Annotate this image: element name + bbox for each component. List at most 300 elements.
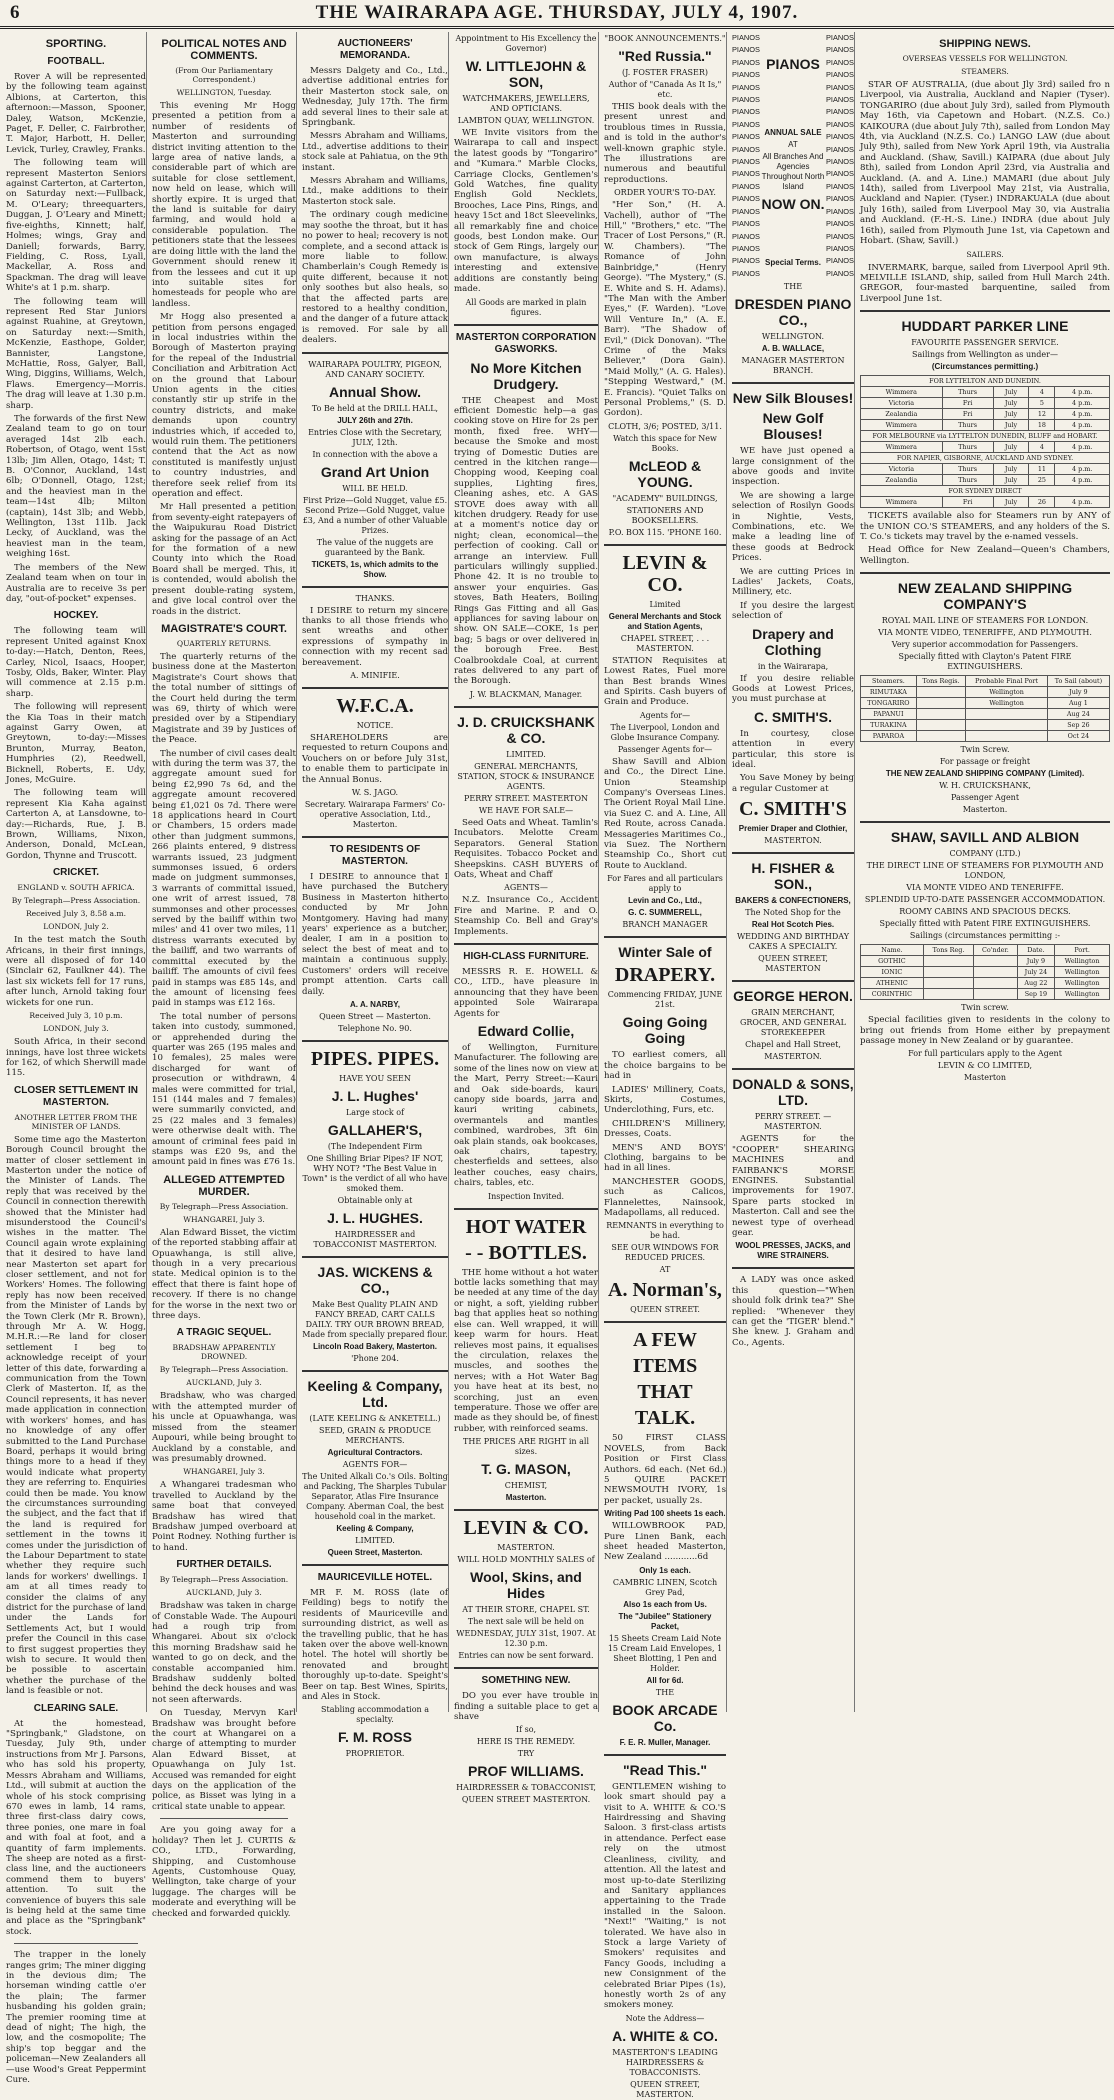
wool-title: Wool, Skins, and Hides xyxy=(470,1569,582,1602)
agents-text: AGENTS for the "COOPER" SHEARING MACHINES and FAIRBANK'S MORSE ENGINES. Substantial improvements for 1907. Spare parts stocked in Masterton. Call and see the newest type of overhead gear. xyxy=(732,1134,854,1238)
table-cell: GOTHIC xyxy=(861,956,924,967)
cambric: CAMBRIC LINEN, Scotch Grey Pad, xyxy=(612,1577,718,1597)
in-wai: in the Wairarapa, xyxy=(757,661,829,671)
political-para: Mr Hogg also presented a petition from persons engaged in local industries within the Borough of Masterton praying for the repeal of the Industrial Conciliation and Arbitration Act on the ground that Labour Union agents in the cities constantly stir up strife in the country districts, and make demands upon country industries which, if acceded to, would ruin them. The petitioners contend that the Act as now constituted is manifestly unjust to country industries, and therefore seek relief from its operation and effect. xyxy=(152,312,296,500)
cricket-para: South Africa, in their second innings, have lost three wickets for 162, of which Sherwill made 115. xyxy=(6,1037,146,1079)
table-row xyxy=(861,687,1110,698)
political-para: Mr Hall presented a petition from seventy-eight ratepayers of the Waipukurau Road District asking for the passage of an Act for the formation of a new County into which the Road Board shall be merged. This, it is contended, would abolish the present double-rating system, and give local control over the roads in the district. xyxy=(152,502,296,617)
tragic-dateline: WHANGAREI, July 3. xyxy=(183,1467,265,1477)
table-cell: July xyxy=(993,475,1029,486)
table-cell: Thurs xyxy=(942,420,993,431)
keeling2: Keeling & Company, xyxy=(336,1523,414,1533)
piano-word: PIANOS xyxy=(732,169,760,179)
keeling-text: SEED, GRAIN & PRODUCE MERCHANTS. xyxy=(318,1425,431,1445)
largest: If you desire the largest selection of xyxy=(732,600,854,622)
fitted: Specially fitted with Clayton's Patent FIRE EXTINGUISHERS. xyxy=(898,652,1072,672)
table-cell: July 9 xyxy=(1047,687,1109,698)
levin-co-2: LEVIN & CO. xyxy=(622,551,708,596)
table-cell xyxy=(966,709,1048,720)
red-text: THIS book deals with the present unrest and troublous times in Russia, and is told in the author's well-known graphic style. The illustrations are numerous and beautiful reproductions. xyxy=(604,102,726,185)
piano-word: PIANOS xyxy=(732,194,760,204)
donald-sons: DONALD & SONS, LTD. xyxy=(732,1076,854,1109)
hockey-para: The following team will represent Kia Kaha against Carterton A, at Lansdowne, to-day:—Richards, Rue, J. B. Brown, Williams, Nixon, Anderson, Donald, McLean, Gordon, Thynne and Truscott. xyxy=(6,788,146,861)
nz-table xyxy=(860,675,1110,742)
clearing-para: At the homestead, "Springbank," Gladstone, on Tuesday, July 9th, under instructions from Mr J. Parsons, who has sold his property, Messrs Abraham and Williams, Ltd., will submit at auction the whole of his stock comprising 670 ewes in lamb, 14 rams, three first-class dairy cows, three ponies, one mare in foal and with foal at foot, and a quantity of farm implements. The sheep are noted as a first-class line, and the auctioneers commend them to buyers' attention. To suit the convenience of buyers this sale is being held at the same time and place as the "Springbank" stock. xyxy=(6,1718,146,1937)
court-para: The quarterly returns of the business done at the Masterton Magistrate's Court shows that the total number of sittings of the Court held during the term was 69, thirty of which were presided over by a Stipendiary Magistrate and 39 by Justices of the Peace. xyxy=(152,651,296,746)
table-cell: July 24 xyxy=(1017,967,1055,978)
table-cell xyxy=(966,720,1048,731)
piano-word: PIANOS xyxy=(826,95,854,105)
something-new: SOMETHING NEW. xyxy=(481,1675,571,1687)
table-cell: 4 p.m. xyxy=(1055,442,1110,453)
cruick-list: Seed Oats and Wheat. Tamlin's Incubators. Melotte Cream Separators. General Station Requisites. Tobacco Pocket and Sheepskins. CASH BUYERS of Oats, Wheat and Chaff xyxy=(454,817,598,880)
table-cell: Thurs xyxy=(942,464,993,475)
court-para: The number of civil cases dealt with during the term was 37, the aggregate amount sued for being £2,990 7s 6d, and the aggregate amount recovered being £1,021 0s 7d. There were 18 applications heard in Court or Chambers, 15 orders made other than judgment summons, 266 plaints entered, 9 distress warrants issued, 23 judgment summonses issued, 6 orders made on judgment summonses, 3 warrants of committal issued, one writ of arrest issued, 78 summonses and other processes served by the bailiff within two miles' and 41 over two miles, 11 distress warrants executed by the bailiff, and two warrants of committal executed by the bailiff. The amounts of civil fees paid in stamps was £85 14s, and the amount of licensing fees paid in stamps was £12 16s. xyxy=(152,748,296,1009)
that: THAT xyxy=(637,1381,693,1404)
gas-head: No More Kitchen Drudgery. xyxy=(470,359,582,392)
divider xyxy=(454,324,598,326)
littlejohn-note: All Goods are marked in plain figures. xyxy=(465,297,587,317)
table-cell: CORINTHIC xyxy=(861,989,924,1000)
gallahers-sub: (The Independent Firm xyxy=(327,1141,423,1151)
table-cell xyxy=(916,731,965,742)
ss-table xyxy=(860,944,1110,1000)
drapery-clothing: Drapery and Clothing xyxy=(752,625,834,658)
newspaper-title: THE WAIRARAPA AGE. THURSDAY, JULY 4, 1907. xyxy=(315,2,799,23)
closer-sub: ANOTHER LETTER FROM THE MINISTER OF LANDS. xyxy=(14,1112,138,1131)
table-cell: 4 p.m. xyxy=(1055,497,1110,508)
table-cell: Fri xyxy=(942,497,993,508)
table-row xyxy=(861,398,1110,409)
twin-screw: Twin Screw. xyxy=(960,745,1010,755)
auct-para: Messrs Abraham and Williams, Ltd., make additions to their Masterton stock sale. xyxy=(302,176,448,207)
manchester: MANCHESTER GOODS, such as Calicos, Flannelettes, Nainsook, Madapollams, all reduced. xyxy=(604,1176,726,1218)
only: Only 1s each. xyxy=(639,1565,691,1575)
column-shipping xyxy=(860,32,1110,1712)
piano-word: PIANOS xyxy=(826,45,854,55)
piano-word: PIANOS xyxy=(826,144,854,154)
wfca-text: SHAREHOLDERS are requested to return Coupons and Vouchers on or before July 31st, to enable them to participate in the Annual Bonus. xyxy=(302,733,448,785)
divider xyxy=(14,1943,138,1944)
poultry-show: Annual Show. xyxy=(328,383,422,400)
table-cell xyxy=(916,698,965,709)
table-cell: PAPAROA xyxy=(861,731,917,742)
littlejohn: W. LITTLEJOHN & SON, xyxy=(465,58,587,90)
football-para: The following team will represent Masterton Seniors against Carterton, at Carterton, on Saturday next:—Fullback, M. O'Leary; threequarters, Duggan, J. O'Leary and Minett; five-eighths, Kinnett; half, Holmes; wings, Gray and Daniell; forwards, Barry, Fielding, C. Ross, Lyall, Mackellar, A. Ross and Spackman. The drag will leave White's at 1 p.m. sharp. xyxy=(6,158,146,294)
lyttelton-table xyxy=(860,375,1110,508)
academy: "ACADEMY" BUILDINGS, xyxy=(612,493,718,503)
lincoln-bakery: Lincoln Road Bakery, Masterton. xyxy=(313,1341,437,1351)
fares: For Fares and all particulars apply to xyxy=(607,874,723,894)
political-para: This evening Mr Hogg presented a petition from a number of residents of Masterton and surrounding district inviting attention to the large area of native lands, a considerable part of which are suitable for close settlement, now held on lease, which will shortly expire. It is urged that the land is suitable for dairy farming, and would hold a considerable population. The petitioners state that the lessees are doing little with the land the Government should renew it from the lessees and cut it up into suitable sites for homesteads for people who are landless. xyxy=(152,101,296,309)
summerell: G. C. SUMMERELL, xyxy=(628,908,702,918)
shipping-title: SHIPPING NEWS. xyxy=(939,38,1031,50)
tragic-sub: BRADSHAW APPARENTLY DROWNED. xyxy=(172,1343,276,1362)
new-try: TRY xyxy=(517,1749,535,1759)
littlejohn-addr: LAMBTON QUAY, WELLINGTON. xyxy=(457,116,595,125)
further-para: Bradshaw was taken in charge of Constable Wade. The Aupouri had a rough trip from Whangarei. About six o'clock this morning Bradshaw said he wanted to go on deck, and the constable accompanied him. Bradshaw suddenly bolted behind the deck houses and was not seen afterwards. xyxy=(152,1601,296,1705)
piano-word: PIANOS xyxy=(732,256,760,266)
masterton-1: MASTERTON. xyxy=(764,836,822,846)
table-row xyxy=(861,497,1110,508)
wfca-role: Secretary. Wairarapa Farmers' Co-operative Association, Ltd., Masterton. xyxy=(304,800,446,830)
further-para: On Tuesday, Mervyn Karl Bradshaw was brought before the court at Whangarei on a charge of attempting to murder Alan Edward Bisset, at Opuawhanga on July 1st. Accused was remanded for eight days on the application of the police, as Bisset was lying in a critical state unable to appear. xyxy=(152,1708,296,1812)
table-cell: 4 p.m. xyxy=(1055,420,1110,431)
ships-text: STAR OF AUSTRALIA, (due about Jly 3rd) sailed fro n Liverpool, via Australia, Auckland and Napier (Tyser). TONGARIRO (due about July 3rd), sailed from Plymouth May 16th, via Capetown and Hobart. (N.Z.S. Co.) KAIKOURA (due about July 7th), sailed from London May 4th, via Auckland (N.Z.S. Co.) LANGO LAW (due about July 9th), sailed from New York April 19th, via Australia and Auckland. (Shaw, Savill.) KAIPARA (due about July 8th), sailed from London April 23rd, via Australia and Auckland. (A. and A. Line.) MAMARI (due about July 14th), sailed from Liverpool May 21st, via Australia, Auckland and Napier. (Tyser.) INDRAKUALA (due about July 16th), sailed from Liverpool May 30, via Australia and Auckland. (F.-H.-S. Line.) INDRA (due about July 16th), sailed from Plymouth June 1st, via Capetown and Hobart. (Shaw, Savill.) xyxy=(860,80,1110,247)
table-row xyxy=(861,698,1110,709)
divider xyxy=(302,1370,448,1372)
piano-word: PIANOS xyxy=(826,256,854,266)
table-header: Name. xyxy=(861,945,924,956)
table-cell xyxy=(923,989,973,1000)
pianos-title: PIANOS xyxy=(766,56,820,72)
all-6d: All for 6d. xyxy=(646,1675,684,1685)
a-few: A FEW xyxy=(633,1329,697,1352)
grain: GRAIN MERCHANT, GROCER, AND GENERAL STOREKEEPER xyxy=(740,1008,846,1038)
heading-political: POLITICAL NOTES AND COMMENTS. xyxy=(161,38,287,62)
piano-word: PIANOS xyxy=(732,57,760,67)
table-cell xyxy=(974,989,1017,1000)
premier: Premier Draper and Clothier, xyxy=(738,824,848,834)
table-cell: Wimmera xyxy=(861,420,943,431)
table-cell: 4 p.m. xyxy=(1055,387,1110,398)
company: COMPANY (LTD.) xyxy=(949,849,1021,859)
overseas: OVERSEAS VESSELS FOR WELLINGTON. xyxy=(902,54,1068,63)
table-cell: July 9 xyxy=(1017,956,1055,967)
piano-word: PIANOS xyxy=(732,119,760,129)
wool-next: The next sale will be held on xyxy=(467,1617,585,1627)
order: ORDER YOUR'S TO-DAY. xyxy=(614,188,716,198)
table-header: Steamers. xyxy=(861,676,917,687)
sailers: SAILERS. xyxy=(966,249,1004,259)
cruick-agents-list: N.Z. Insurance Co., Accident Fire and Marine. P. and O. Steamship Co. Bell and Gray's Implements. xyxy=(454,895,598,937)
for-napier: FOR NAPIER, GISBORNE, AUCKLAND AND SYDNEY. xyxy=(861,453,1110,464)
pianos-center xyxy=(760,32,826,280)
table-cell xyxy=(974,967,1017,978)
drapery: DRAPERY. xyxy=(614,964,716,987)
table-row xyxy=(861,731,1110,742)
sailings-2: Sailings (circumstances permitting :- xyxy=(909,931,1061,941)
mens: MEN'S AND BOYS' Clothing, bargains to be had in all lines. xyxy=(604,1142,726,1174)
head-office: Head Office for New Zealand—Queen's Chambers, Wellington. xyxy=(860,545,1110,566)
column-auctioneers xyxy=(302,32,449,1759)
gallahers: GALLAHER'S, xyxy=(327,1121,423,1138)
heading-further: FURTHER DETAILS. xyxy=(176,1559,272,1571)
piano-word: PIANOS xyxy=(826,268,854,278)
thanks-title: THANKS. xyxy=(355,593,395,603)
grand-held: WILL BE HELD. xyxy=(342,483,408,493)
chemist: CHEMIST, xyxy=(504,1481,548,1491)
books-list: "Her Son," (H. A. Vachell), author of "The Hill," "Brothers," etc. "The Tracer of Lost Persons," (R. W. Chambers). "The Romance of John Bainbridge," (Henry George). "The Mystery," (S. E. White and S. H. Adams). "The Man with the Amber Eyes," (F. Warden). "Love Will Venture In," (A. E. Barr). "The Shadow of Evil," (Dick Donovan). "The Crime of the Maks Believer," (Dora Gain). "Maid Molly," (A. G. Hales). "Stepping Westward," (M. E. Francis). "Quiet Talks on Personal Problems," (S. D. Gordon). xyxy=(604,200,726,419)
dresden: DRESDEN PIANO CO., xyxy=(734,296,852,329)
table-row xyxy=(861,420,1110,431)
table-cell: 4 xyxy=(1029,442,1055,453)
cricket-line: Received July 3, 10 p.m. xyxy=(29,1011,123,1021)
table-cell: July xyxy=(993,497,1029,508)
wool-presses: WOOL PRESSES, JACKS, and WIRE STRAINERS. xyxy=(735,1241,851,1261)
further-dateline: AUCKLAND, July 3. xyxy=(186,1588,262,1598)
table-cell: Wimmera xyxy=(861,387,943,398)
willow: WILLOWBROOK PAD, Pure Linen Bank, each sheet headed Masterton, New Zealand ............6d xyxy=(604,1521,726,1563)
table-cell: Fri xyxy=(942,398,993,409)
talk: TALK. xyxy=(634,1407,696,1430)
table-row xyxy=(861,387,1110,398)
george-heron: GEORGE HERON. xyxy=(733,988,853,1005)
court-para: The total number of persons taken into custody, summoned, or apprehended during the quarter was 265 (195 males and 10 females), 25 males were discharged for want of prosecution or withdrawn, 4 males were committed for trial, 151 (144 males and 7 females) were summarily convicted, and 25 (22 males and 3 females) were otherwise dealt with. The amount of criminal fees paid in stamps was £20 9s, and the amount paid in fines was £76 1s. xyxy=(152,1011,296,1168)
piano-word: PIANOS xyxy=(732,70,760,80)
piano-word: PIANOS xyxy=(826,206,854,216)
a-white: A. WHITE & CO. xyxy=(612,2027,718,2044)
red-russia: "Red Russia." xyxy=(618,48,712,64)
heading-murder: ALLEGED ATTEMPTED MURDER. xyxy=(163,1173,285,1198)
pobox: P.O. BOX 115. 'PHONE 160. xyxy=(608,527,722,537)
divider xyxy=(604,544,726,546)
table-cell: 4 p.m. xyxy=(1055,398,1110,409)
fitted-2: Specially fitted with Patent FIRE EXTINGUISHERS. xyxy=(879,919,1091,929)
heading-cricket: CRICKET. xyxy=(52,867,100,879)
freight: For passage or freight xyxy=(939,757,1031,767)
table-cell: July xyxy=(993,464,1029,475)
table-header: Tons Reg. xyxy=(923,945,973,956)
masterton-final: Masterton xyxy=(963,1073,1007,1083)
littlejohn-text: WE Invite visitors from the Wairarapa to call and inspect the latest goods by "Tongariro" and "Kumara." Marble Clocks, Carriage Clocks, Gentlemen's Gold Watches, fine quality English Gold Necklets, Brooches, Lace Pins, Rings, and heavy 15ct and 18ct Sleevelinks, all remarkably fine and choice goods, best London make. Our stock of Gem Rings, largely our own manufacture, is always interesting and extensive additions are constantly being made. xyxy=(454,128,598,295)
piano-word: PIANOS xyxy=(826,132,854,142)
commencing: Commencing FRIDAY, JUNE 21st. xyxy=(607,990,723,1010)
divider xyxy=(454,1667,598,1669)
pianos-right xyxy=(826,32,854,280)
divider xyxy=(302,1040,448,1042)
table-header: Tons Regis. xyxy=(916,676,965,687)
table-cell: TONGARIRO xyxy=(861,698,917,709)
tragic-byline: By Telegraph—Press Association. xyxy=(159,1365,289,1375)
obtain: Obtainable only at xyxy=(337,1195,413,1205)
the-word: THE xyxy=(783,282,803,292)
masthead xyxy=(0,0,1114,29)
table-cell: Zealandia xyxy=(861,409,943,420)
book-ann: "BOOK ANNOUNCEMENTS." xyxy=(604,34,726,43)
sailings: Sailings from Wellington as under— xyxy=(912,350,1058,360)
tickets: TICKETS, 1s, which admits to the Show. xyxy=(311,559,439,579)
hotel-text: MR F. M. ROSS (late of Feilding) begs to notify the residents of Mauriceville and surrounding district, as well as the travelling public, that he has taken over the above well-known hotel. The hotel will shortly be renovated and brought thoroughly up-to-date. Speight's Beer on tap. Best Wines, Spirits, and Ales in Stock. xyxy=(302,1587,448,1702)
divider xyxy=(860,821,1110,823)
table-cell xyxy=(974,978,1017,989)
remnants: REMNANTS in everything to be had. xyxy=(606,1221,724,1241)
children: CHILDREN'S Millinery, Dresses, Coats. xyxy=(604,1118,726,1140)
jas-text: Make Best Quality PLAIN AND FANCY BREAD, CART CALLS DAILY. TRY OUR BROWN BREAD, Made from specially prepared flour. xyxy=(302,1299,448,1339)
branch-manager: BRANCH MANAGER xyxy=(622,920,708,930)
column-littlejohn xyxy=(454,32,599,1805)
football-para: The following team will represent Red Star Juniors against Ruahine, at Greytown, on Saturday next:—Smith, McKenzie, Easthope, Golder, Bannister, Langstone, McHattie, Ross, Galyer, Ball, Wing, Diggins, Williams, Welch, Flaws. Emergency—Morris. The drag will leave at 1.30 p.m. sharp. xyxy=(6,296,146,411)
pipes-have: HAVE YOU SEEN xyxy=(339,1073,411,1083)
piano-word: PIANOS xyxy=(826,33,854,42)
table-cell: Thurs xyxy=(942,475,993,486)
table-header: Probable Final Port xyxy=(966,676,1048,687)
stationers: STATIONERS AND BOOKSELLERS. xyxy=(626,505,704,525)
piano-word: PIANOS xyxy=(826,169,854,179)
book-arcade: BOOK ARCADE Co. xyxy=(612,1701,718,1734)
wallace: A. B. WALLACE, xyxy=(761,344,825,354)
circ: (Circumstances permitting.) xyxy=(931,362,1039,372)
table-cell: Oct 24 xyxy=(1047,731,1109,742)
items: ITEMS xyxy=(632,1355,698,1378)
cricket-line: LONDON, July 2. xyxy=(43,922,109,932)
blouse-cut: We are cutting Prices in Ladies' Jackets, Coats, Millinery, etc. xyxy=(732,566,854,598)
divider xyxy=(604,1754,726,1756)
queen-street: Queen Street, Masterton. xyxy=(327,1547,423,1557)
table-row xyxy=(861,989,1110,1000)
perry: PERRY STREET. — MASTERTON. xyxy=(754,1112,832,1132)
for-melbourne: FOR MELBOURNE via LYTTELTON DUNEDIN, BLUFF and HOBART. xyxy=(861,431,1110,442)
auct-para: Messrs Abraham and Williams, Ltd., advertise additions to their stock sale at Pahiatua, on the 9th instant. xyxy=(302,131,448,173)
table-cell: 4 p.m. xyxy=(1055,409,1110,420)
wfca-notice: NOTICE. xyxy=(356,721,394,730)
cricket-headline: ENGLAND v. SOUTH AFRICA. xyxy=(17,883,135,893)
gas-title: MASTERTON CORPORATION GASWORKS. xyxy=(455,331,597,355)
gas-sign: J. W. BLACKMAN, Manager. xyxy=(469,689,583,699)
pianos-block xyxy=(732,32,854,280)
annual-sale: ANNUAL SALE xyxy=(764,128,822,137)
table-header: To Sail (about) xyxy=(1047,676,1109,687)
note-address: Note the Address— xyxy=(625,2013,705,2023)
hockey-para: The following will represent the Kia Toas in their match against Garry Owen, at Greytown, to-day:—Misses Brunton, Murray, Beaton, Humphries (2), Reedwell, Bicknell, Roberts, E. Udy, Jones, McGuire. xyxy=(6,702,146,785)
divider xyxy=(604,1321,726,1323)
table-cell: Zealandia xyxy=(861,475,943,486)
residents-sign: A. A. NARBY, xyxy=(350,999,400,1009)
table-cell: IONIC xyxy=(861,967,924,978)
table-row xyxy=(861,720,1110,731)
huddart: HUDDART PARKER LINE xyxy=(901,318,1069,335)
divider xyxy=(454,706,598,708)
piano-word: PIANOS xyxy=(732,157,760,167)
table-cell: 4 p.m. xyxy=(1055,475,1110,486)
cricket-byline: By Telegraph—Press Association. xyxy=(11,896,141,906)
table-cell: July xyxy=(993,387,1029,398)
table-cell xyxy=(966,731,1048,742)
mast: Masterton. xyxy=(962,805,1008,815)
piano-word: PIANOS xyxy=(826,231,854,241)
fav: FAVOURITE PASSENGER SERVICE. xyxy=(911,338,1059,348)
heading-tragic: A TRAGIC SEQUEL. xyxy=(176,1327,272,1339)
piano-word: PIANOS xyxy=(826,243,854,253)
piano-word: PIANOS xyxy=(732,45,760,55)
special-text: Special facilities given to residents in the colony to bring out friends from Home either by prepayment passage money in New Zealand or by guarantee. xyxy=(860,1015,1110,1046)
read-this: "Read This." xyxy=(622,1761,708,1778)
scotch-pies: Real Hot Scotch Pies. xyxy=(751,920,835,930)
divider xyxy=(732,382,854,384)
white-sub: MASTERTON'S LEADING HAIRDRESSERS & TOBACCONISTS. xyxy=(612,2047,718,2077)
white-addr: QUEEN STREET, MASTERTON. xyxy=(630,2079,700,2099)
littlejohn-sub: WATCHMAKERS, JEWELLERS, AND OPTICIANS. xyxy=(462,94,590,113)
piano-word: PIANOS xyxy=(732,132,760,142)
pass-list: Shaw Savill and Albion and Co., the Direct Line. Union Steamship Company's Overseas Lines. The Orient Royal Mail Line. via Suez C. and A. Line, All Red Route, across Canada. Messageries Maritimes Co., via Suez. The Northern Steamship Co., Short cut Route to Auckland. xyxy=(604,756,726,871)
divider xyxy=(160,1818,288,1819)
manager: MANAGER MASTERTON BRANCH. xyxy=(741,356,845,376)
table-row xyxy=(861,442,1110,453)
furniture-insp: Inspection Invited. xyxy=(487,1191,565,1201)
levin-ltd-2: Levin and Co., Ltd., xyxy=(628,896,702,906)
piano-word: PIANOS xyxy=(826,119,854,129)
blouse-show: We are showing a large selection of Rosilyn Goods in Nightie, Vests, Combinations, etc. We make a leading line of these goods at Bedrock Prices. xyxy=(732,490,854,564)
bakers: BAKERS & CONFECTIONERS, xyxy=(735,896,851,906)
divider xyxy=(732,1068,854,1070)
cruick-ltd: LIMITED. xyxy=(506,749,546,759)
fisher: H. FISHER & SON., xyxy=(751,860,835,893)
divider xyxy=(860,310,1110,312)
piano-word: PIANOS xyxy=(826,157,854,167)
piano-word: PIANOS xyxy=(732,144,760,154)
heading-hockey: HOCKEY. xyxy=(53,610,99,622)
table-cell: Aug 1 xyxy=(1047,698,1109,709)
levin-ltd: Limited xyxy=(649,599,681,609)
sailers-text: INVERMARK, barque, sailed from Liverpool April 9th. MELVILLE ISLAND, ship, sailed from Hull March 24th. GREGOR, four-masted barquentine, sailed from Liverpool June 1st. xyxy=(860,262,1110,304)
furniture-title: HIGH-CLASS FURNITURE. xyxy=(463,950,589,962)
column-political xyxy=(152,32,297,1919)
wool-entries: Entries can now be sent forward. xyxy=(458,1651,594,1661)
cruick-agents: AGENTS— xyxy=(504,883,548,893)
table-cell: Wellington xyxy=(966,687,1048,698)
thanks-sign: A. MINIFIE. xyxy=(350,671,400,680)
table-cell: RIMUTAKA xyxy=(861,687,917,698)
table-cell: Wimmera xyxy=(861,497,943,508)
cruick-addr: PERRY STREET. MASTERTON xyxy=(463,793,588,803)
queen-street-2: QUEEN STREET, MASTERTON xyxy=(758,954,828,974)
pianos-left xyxy=(732,32,760,280)
tragic-dateline: AUCKLAND, July 3. xyxy=(186,1378,262,1388)
keeling: Keeling & Company, Ltd. xyxy=(307,1377,443,1410)
hughes-sub: HAIRDRESSER and TOBACCONIST MASTERTON. xyxy=(313,1229,437,1249)
items-list: 50 FIRST CLASS NOVELS, from Back Position or First Class Authors. 6d each. (Net 6d.) 5 QUIRE PACKET NEWSMOUTH IVORY, 1s per packet, usually 2s. xyxy=(604,1433,726,1506)
winter-sale: Winter Sale of xyxy=(618,944,712,961)
table-cell: 4 xyxy=(1029,387,1055,398)
piano-word: PIANOS xyxy=(732,206,760,216)
piano-word: PIANOS xyxy=(732,219,760,229)
cough-ad: The ordinary cough medicine may soothe the throat, but it has no power to heal; recovery is not complete, and a second attack is more liable to follow. Chamberlain's Cough Remedy is quite different, because it not only soothes but also heals, so that the affected parts are restored to a healthy condition, and the danger of a future attack is removed. For sale by all dealers. xyxy=(302,210,448,346)
table-header: Co'nder. xyxy=(974,945,1017,956)
gas-text: THE Cheapest and Most efficient Domestic help—a gas cooking stove on Hire for 2s per month, fixed free. WHY—because the Smoke and most trying of Domestic Duties are centred in the kitchen range—Chopping wood, Keeping coal supplies, Lighting fires, Cleaning ashes, etc. A GAS STOVE does away with all kitchen drudgery. Ready for use at a moment's notice day or night; clean, economical—the perfection of cooking. Call or arrange an interview. Full particulars willingly supplied. Phone 42. It is no trouble to answer your enquiries. Gas stoves, Bath Heaters, Boiling Rings Gas Fitting and all Gas appliances for saving labour on show. ON SALE—COKE, 1s per bag; 5 bags or over delivered in the borough Free. Best Coalbrookdale Coal, at current rates delivered to any part of the Borough. xyxy=(454,395,598,687)
divider xyxy=(604,936,726,938)
ross: F. M. ROSS xyxy=(338,1729,412,1746)
see-windows: SEE OUR WINDOWS FOR REDUCED PRICES. xyxy=(611,1243,719,1263)
proprietor: PROPRIETOR. xyxy=(345,1749,405,1759)
jubilee-list: 15 Sheets Cream Laid Note 15 Cream Laid Envelopes, 1 Sheet Blotting, 1 Pen and Holder. xyxy=(607,1633,723,1673)
closer-para: Some time ago the Masterton Borough Council brought the matter of closer settlement in Masterton under the notice of the Minister of Lands. The reply that was received by the Council in connection therewith showed that the Minister had misunderstood the Council's wishes in the matter. The Council again wrote explaining that it desired to have land near Masterton set apart for closer settlement, and not for Workers' Homes. The following reply has now been received from the Minister of Lands by the Town Clerk (Mr R. Brown), through Mr A. W. Hogg, M.H.R.:—Re land for closer settlement I beg to acknowledge receipt of your letter of this date, forwarding a communication from the Town Clerk of Masterton. If, as the Council represents, it has never made application in connection with workers' homes, and has no knowledge of any offer submitted to the Land Purchase Board, perhaps it would bring things more to a head if they would indicate what property they are referring to. Enquiries could then be made. You know the circumstances surrounding the subject, and the fact that if the land is required for settlement in the towns it comes under the jurisdiction of the Labour Department to state whether they require such lands for workers' dwellings. I am at all times ready to consider the claims of any district for the purchase of land under the Lands for Settlements Act, but I would prefer the Council in this case to first suggest properties they wish to secure. It would then be possible to ascertain whether the purchase of the land is feasible or not. xyxy=(6,1134,146,1697)
table-cell xyxy=(923,956,973,967)
levin-co: LEVIN & CO. xyxy=(463,1517,589,1540)
muller: F. E. R. Muller, Manager. xyxy=(619,1737,711,1747)
superior: Very superior accommodation for Passengers. xyxy=(891,640,1079,650)
piano-word: PIANOS xyxy=(826,181,854,191)
table-cell: Sep 26 xyxy=(1047,720,1109,731)
mason-town: Masterton. xyxy=(505,1493,547,1503)
general-merchants: General Merchants and Stock and Station Agents, xyxy=(608,611,722,631)
mcleod-young: McLEOD & YOUNG. xyxy=(628,457,702,490)
piano-word: PIANOS xyxy=(826,107,854,117)
for-sydney: FOR SYDNEY DIRECT xyxy=(861,486,1110,497)
table-cell: 4 p.m. xyxy=(1055,464,1110,475)
wedding: WEDDING AND BIRTHDAY CAKES A SPECIALTY. xyxy=(736,932,850,952)
table-cell: 5 xyxy=(1029,398,1055,409)
royal-mail: ROYAL MAIL LINE OF STEAMERS FOR LONDON. xyxy=(881,616,1089,626)
table-cell xyxy=(923,978,973,989)
column-sporting xyxy=(6,32,147,2086)
murder-byline: By Telegraph—Press Association. xyxy=(159,1201,289,1211)
keeling-sub: (LATE KEELING & ANKETELL.) xyxy=(309,1413,441,1423)
table-cell xyxy=(923,967,973,978)
table-cell: Victoria xyxy=(861,464,943,475)
noted: The Noted Shop for the xyxy=(745,908,841,918)
grand-art-union: Grand Art Union xyxy=(320,463,430,480)
golf-blouses: New Golf Blouses! xyxy=(762,410,824,443)
